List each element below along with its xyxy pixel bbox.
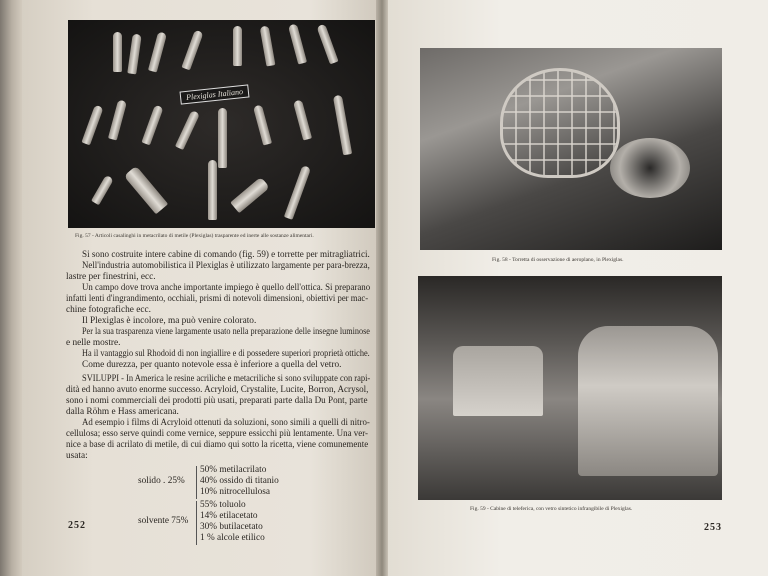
text-line: Ha il vantaggio sul Rhodoid di non ingiallire e di possedere superiori proprietà ottiche. [82,349,370,359]
photo-cable-car-cabins [418,276,722,500]
page-number-right: 253 [704,522,722,533]
text-line: usata: [66,451,88,461]
text-line: Ad esempio i films di Acryloid ottenuti da soluzioni, sono simili a quelli di nitro- [82,418,370,428]
photo-aircraft-turret [420,48,722,250]
figure-58-caption: Fig. 58 - Torretta di osservazione di aeroplano, in Plexiglas. [492,257,624,263]
text-line: dità ed hanno avuto enorme successo. Acryloid, Crystalite, Lucite, Borron, Acrysol, [66,385,369,395]
text-line: dalla Röhm e Hass americana. [66,407,179,417]
recipe-item: 10% nitrocellulosa [200,487,270,497]
text-line: Come durezza, per quanto notevole essa è inferiore a quella del vetro. [82,360,342,370]
text-line: Il Plexiglas è incolore, ma può venire colorato. [82,316,257,326]
text-line: chine fotografiche ecc. [66,305,151,315]
page-number-left: 252 [68,520,86,531]
figure-57-caption: Fig. 57 - Articoli casalinghi in metacrilato di metile (Plexiglas) trasparente ed inerte alle sostanze alimentari. [75,233,314,239]
text-line: Per la sua trasparenza viene largamente usato nella preparazione delle insegne luminose [82,327,370,337]
text-line: SVILUPPI - In America le resine acriliche e metacriliche si sono sviluppate con rapi- [82,374,371,384]
recipe-solid-label: solido . 25% [138,476,185,486]
recipe-item: 55% toluolo [200,500,246,510]
book-gutter [376,0,388,576]
recipe-bracket [196,501,197,545]
text-line: sono i nomi commerciali dei prodotti più usati, preparati parte dalla Du Pont, parte [66,396,368,406]
text-line: lastre per finestrini, ecc. [66,272,156,282]
figure-59-caption: Fig. 59 - Cabine di teleferica, con vetro sintetico infrangibile di Plexiglas. [470,506,633,512]
recipe-item: 50% metilacrilato [200,465,267,475]
recipe-item: 30% butilacetato [200,522,263,532]
text-line: cellulosa; esso serve quindi come vernice, seppure essicchi più lentamente. Una ver- [66,429,369,439]
recipe-item: 40% ossido di titanio [200,476,279,486]
text-line: Un campo dove trova anche importante impiego è quello dell'ottica. Si preparano [82,283,371,293]
text-line: Si sono costruite intere cabine di comando (fig. 59) e torrette per mitragliatrici. [82,250,370,260]
plexiglas-label: Plexiglas Italiano [180,84,250,104]
recipe-item: 14% etilacetato [200,511,258,521]
text-line: infatti lenti d'ingrandimento, occhiali, prismi di notevoli dimensioni, obiettivi per mac- [66,294,369,304]
photo-cutlery [68,20,375,228]
text-line: nice a base di acrilato di metile, di cui diamo qui sotto la ricetta, viene comunemente [66,440,369,450]
recipe-bracket [196,466,197,499]
recipe-solvent-label: solvente 75% [138,516,189,526]
recipe-item: 1 % alcole etilico [200,533,265,543]
text-line: e nelle mostre. [66,338,121,348]
text-line: Nell'industria automobilistica il Plexiglas è utilizzato largamente per para-brezza, [82,261,370,271]
